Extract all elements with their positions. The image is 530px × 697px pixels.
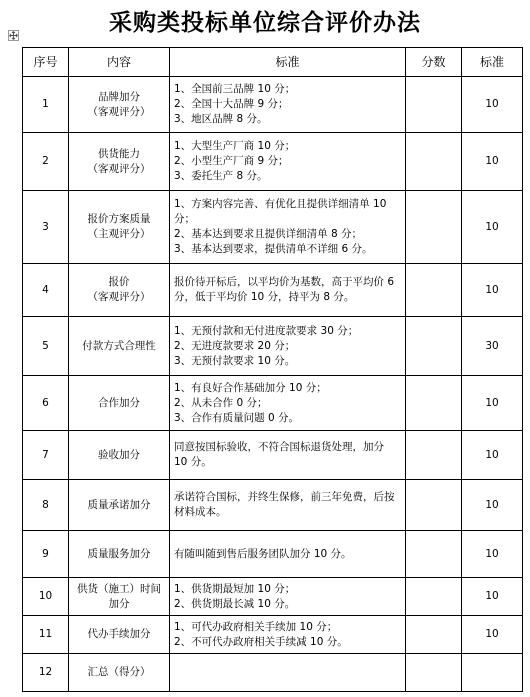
row-max-score: 10 bbox=[462, 431, 523, 480]
row-number: 10 bbox=[23, 578, 69, 616]
table-row bbox=[23, 480, 523, 531]
row-standard bbox=[170, 654, 406, 692]
table-row bbox=[23, 133, 523, 191]
header-standard: 标准 bbox=[170, 48, 406, 77]
row-score[interactable] bbox=[406, 317, 462, 376]
row-score[interactable] bbox=[406, 133, 462, 191]
row-content: 代办手续加分 bbox=[69, 616, 170, 654]
table-row bbox=[23, 77, 523, 133]
row-content: 供货（施工）时间 加分 bbox=[69, 578, 170, 616]
row-score[interactable] bbox=[406, 77, 462, 133]
row-max-score: 10 bbox=[462, 376, 523, 431]
header-max-score: 标准 bbox=[462, 48, 523, 77]
row-content: 品牌加分 （客观评分） bbox=[69, 77, 170, 133]
row-standard: 1、可代办政府相关手续加 10 分； 2、不可代办政府相关手续减 10 分。 bbox=[170, 616, 406, 654]
row-standard: 承诺符合国标，并终生保修，前三年免费，后按材料成本。 bbox=[170, 480, 406, 531]
row-max-score: 30 bbox=[462, 317, 523, 376]
table-move-handle-icon[interactable] bbox=[8, 30, 19, 41]
row-content: 汇总（得分） bbox=[69, 654, 170, 692]
row-score[interactable] bbox=[406, 376, 462, 431]
row-content: 质量服务加分 bbox=[69, 531, 170, 578]
row-number: 4 bbox=[23, 264, 69, 317]
row-standard: 同意按国标验收，不符合国标退货处理，加分 10 分。 bbox=[170, 431, 406, 480]
row-standard: 1、无预付款和无付进度款要求 30 分； 2、无进度款要求 20 分； 3、无预付款要求 10 分。 bbox=[170, 317, 406, 376]
table-row bbox=[23, 317, 523, 376]
row-content: 合作加分 bbox=[69, 376, 170, 431]
row-max-score: 10 bbox=[462, 616, 523, 654]
row-content: 供货能力 （客观评分） bbox=[69, 133, 170, 191]
page-title: 采购类投标单位综合评价办法 bbox=[109, 9, 421, 36]
row-score[interactable] bbox=[406, 531, 462, 578]
table-row-summary bbox=[23, 654, 523, 692]
row-max-score: 10 bbox=[462, 578, 523, 616]
row-standard: 1、全国前三品牌 10 分； 2、全国十大品牌 9 分； 3、地区品牌 8 分。 bbox=[170, 77, 406, 133]
row-number: 7 bbox=[23, 431, 69, 480]
row-standard: 1、供货期最短加 10 分； 2、供货期最长减 10 分。 bbox=[170, 578, 406, 616]
row-number: 3 bbox=[23, 191, 69, 264]
row-score[interactable] bbox=[406, 578, 462, 616]
row-score[interactable] bbox=[406, 431, 462, 480]
row-score[interactable] bbox=[406, 480, 462, 531]
table-row bbox=[23, 264, 523, 317]
row-max-score: 10 bbox=[462, 77, 523, 133]
row-number: 8 bbox=[23, 480, 69, 531]
row-number: 5 bbox=[23, 317, 69, 376]
row-score[interactable] bbox=[406, 654, 462, 692]
evaluation-table bbox=[22, 47, 523, 692]
table-row bbox=[23, 531, 523, 578]
row-max-score: 10 bbox=[462, 133, 523, 191]
table-header-row bbox=[23, 48, 523, 77]
row-standard: 1、大型生产厂商 10 分； 2、小型生产厂商 9 分； 3、委托生产 8 分。 bbox=[170, 133, 406, 191]
row-score[interactable] bbox=[406, 616, 462, 654]
header-content: 内容 bbox=[69, 48, 170, 77]
row-standard: 有随叫随到售后服务团队加分 10 分。 bbox=[170, 531, 406, 578]
table-row bbox=[23, 578, 523, 616]
row-number: 1 bbox=[23, 77, 69, 133]
row-content: 付款方式合理性 bbox=[69, 317, 170, 376]
table-row bbox=[23, 376, 523, 431]
row-max-score: 10 bbox=[462, 264, 523, 317]
row-content: 验收加分 bbox=[69, 431, 170, 480]
table-row bbox=[23, 616, 523, 654]
row-content: 报价 （客观评分） bbox=[69, 264, 170, 317]
row-max-score: 10 bbox=[462, 480, 523, 531]
row-number: 2 bbox=[23, 133, 69, 191]
row-standard: 1、方案内容完善、有优化且提供详细清单 10 分； 2、基本达到要求且提供详细清单 8 分； 3、基本达到要求，提供清单不详细 6 分。 bbox=[170, 191, 406, 264]
row-standard: 1、有良好合作基础加分 10 分； 2、从未合作 0 分； 3、合作有质量问题 0 分。 bbox=[170, 376, 406, 431]
row-content: 质量承诺加分 bbox=[69, 480, 170, 531]
row-number: 9 bbox=[23, 531, 69, 578]
header-score: 分数 bbox=[406, 48, 462, 77]
row-score[interactable] bbox=[406, 264, 462, 317]
row-max-score: 10 bbox=[462, 531, 523, 578]
row-content: 报价方案质量 （主观评分） bbox=[69, 191, 170, 264]
table-row bbox=[23, 431, 523, 480]
row-number: 6 bbox=[23, 376, 69, 431]
row-max-score bbox=[462, 654, 523, 692]
row-standard: 报价待开标后，以平均价为基数，高于平均价 6 分，低于平均价 10 分，持平为 8 分。 bbox=[170, 264, 406, 317]
row-number: 12 bbox=[23, 654, 69, 692]
row-number: 11 bbox=[23, 616, 69, 654]
row-score[interactable] bbox=[406, 191, 462, 264]
table-row bbox=[23, 191, 523, 264]
row-max-score: 10 bbox=[462, 191, 523, 264]
header-number: 序号 bbox=[23, 48, 69, 77]
